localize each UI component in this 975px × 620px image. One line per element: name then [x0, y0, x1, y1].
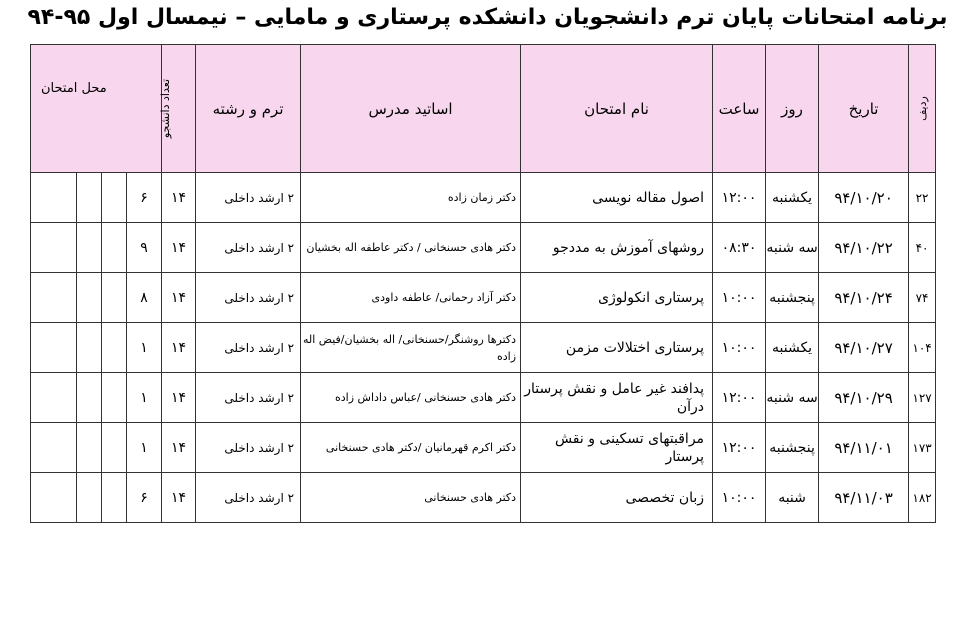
empty-location-cell: [102, 423, 127, 473]
header-time: ساعت: [713, 45, 766, 173]
student-count-cell: ۱۴: [162, 423, 196, 473]
time-cell: ۱۲:۰۰: [713, 173, 766, 223]
empty-location-cell: [77, 223, 102, 273]
student-count-cell: ۱۴: [162, 323, 196, 373]
time-cell: ۱۰:۰۰: [713, 323, 766, 373]
time-cell: ۱۰:۰۰: [713, 273, 766, 323]
empty-location-cell: [102, 473, 127, 523]
empty-location-cell: [77, 323, 102, 373]
location-cell: ۸: [127, 273, 162, 323]
empty-location-cell: [31, 323, 77, 373]
empty-location-cell: [31, 223, 77, 273]
row-number-cell: ۱۰۴: [909, 323, 936, 373]
term-cell: ۲ ارشد داخلی: [196, 273, 301, 323]
location-cell: ۱: [127, 373, 162, 423]
row-number-cell: ۱۲۷: [909, 373, 936, 423]
day-cell: سه شنبه: [766, 223, 819, 273]
exam-schedule-table: [30, 44, 936, 523]
header-student-count: تعداد دانشجو: [162, 45, 196, 173]
header-location: محل امتحان: [31, 45, 162, 173]
table-row: [31, 273, 936, 323]
exam-name-cell: زبان تخصصی: [521, 473, 713, 523]
student-count-cell: ۱۴: [162, 223, 196, 273]
empty-location-cell: [31, 423, 77, 473]
location-cell: ۶: [127, 473, 162, 523]
row-number-cell: ۱۸۲: [909, 473, 936, 523]
date-cell: ۹۴/۱۰/۲۹: [819, 373, 909, 423]
row-number-cell: ۲۲: [909, 173, 936, 223]
location-cell: ۹: [127, 223, 162, 273]
header-teachers: اساتید مدرس: [301, 45, 521, 173]
term-cell: ۲ ارشد داخلی: [196, 423, 301, 473]
day-cell: سه شنبه: [766, 373, 819, 423]
student-count-cell: ۱۴: [162, 473, 196, 523]
date-cell: ۹۴/۱۰/۲۷: [819, 323, 909, 373]
teachers-cell: دکتر هادی حسنخانی /عباس داداش زاده: [301, 373, 521, 423]
page-title: برنامه امتحانات پایان ترم دانشجویان دانشکده پرستاری و مامایی – نیمسال اول ۹۵-۹۴: [27, 5, 948, 30]
location-cell: ۱: [127, 423, 162, 473]
exam-name-cell: پرستاری انکولوژی: [521, 273, 713, 323]
day-cell: شنبه: [766, 473, 819, 523]
student-count-cell: ۱۴: [162, 373, 196, 423]
empty-location-cell: [31, 473, 77, 523]
date-cell: ۹۴/۱۱/۰۳: [819, 473, 909, 523]
date-cell: ۹۴/۱۱/۰۱: [819, 423, 909, 473]
empty-location-cell: [77, 273, 102, 323]
empty-location-cell: [77, 373, 102, 423]
location-cell: ۶: [127, 173, 162, 223]
student-count-cell: ۱۴: [162, 273, 196, 323]
empty-location-cell: [102, 323, 127, 373]
term-cell: ۲ ارشد داخلی: [196, 173, 301, 223]
day-cell: یکشنبه: [766, 323, 819, 373]
header-row: [31, 45, 936, 173]
time-cell: ۰۸:۳۰: [713, 223, 766, 273]
exam-name-cell: روشهای آموزش به مددجو: [521, 223, 713, 273]
header-day: روز: [766, 45, 819, 173]
empty-location-cell: [102, 223, 127, 273]
table-row: [31, 323, 936, 373]
date-cell: ۹۴/۱۰/۲۰: [819, 173, 909, 223]
row-number-cell: ۷۴: [909, 273, 936, 323]
header-row-number: ردیف: [909, 45, 936, 173]
term-cell: ۲ ارشد داخلی: [196, 473, 301, 523]
table-row: [31, 423, 936, 473]
empty-location-cell: [102, 373, 127, 423]
exam-name-cell: اصول مقاله نویسی: [521, 173, 713, 223]
header-date: تاریخ: [819, 45, 909, 173]
teachers-cell: دکترها روشنگر/حسنخانی/ اله بخشیان/فیض اله زاده: [301, 323, 521, 373]
empty-location-cell: [77, 473, 102, 523]
exam-name-cell: پرستاری اختلالات مزمن: [521, 323, 713, 373]
time-cell: ۱۰:۰۰: [713, 473, 766, 523]
header-term: ترم و رشته: [196, 45, 301, 173]
teachers-cell: دکتر اکرم قهرمانیان /دکتر هادی حسنخانی: [301, 423, 521, 473]
header-exam-name: نام امتحان: [521, 45, 713, 173]
time-cell: ۱۲:۰۰: [713, 373, 766, 423]
day-cell: یکشنبه: [766, 173, 819, 223]
term-cell: ۲ ارشد داخلی: [196, 323, 301, 373]
empty-location-cell: [102, 173, 127, 223]
term-cell: ۲ ارشد داخلی: [196, 223, 301, 273]
table-row: [31, 223, 936, 273]
day-cell: پنجشنبه: [766, 423, 819, 473]
term-cell: ۲ ارشد داخلی: [196, 373, 301, 423]
empty-location-cell: [31, 173, 77, 223]
teachers-cell: دکتر هادی حسنخانی / دکتر عاطفه اله بخشیان: [301, 223, 521, 273]
teachers-cell: دکتر آزاد رحمانی/ عاطفه داودی: [301, 273, 521, 323]
empty-location-cell: [77, 423, 102, 473]
empty-location-cell: [77, 173, 102, 223]
table-row: [31, 473, 936, 523]
student-count-cell: ۱۴: [162, 173, 196, 223]
date-cell: ۹۴/۱۰/۲۴: [819, 273, 909, 323]
row-number-cell: ۱۷۳: [909, 423, 936, 473]
time-cell: ۱۲:۰۰: [713, 423, 766, 473]
exam-name-cell: پدافند غیر عامل و نقش پرستار درآن: [521, 373, 713, 423]
table-row: [31, 373, 936, 423]
teachers-cell: دکتر زمان زاده: [301, 173, 521, 223]
date-cell: ۹۴/۱۰/۲۲: [819, 223, 909, 273]
row-number-cell: ۴۰: [909, 223, 936, 273]
empty-location-cell: [31, 373, 77, 423]
teachers-cell: دکتر هادی حسنخانی: [301, 473, 521, 523]
exam-name-cell: مراقبتهای تسکینی و نقش پرستار: [521, 423, 713, 473]
empty-location-cell: [102, 273, 127, 323]
table-row: [31, 173, 936, 223]
location-cell: ۱: [127, 323, 162, 373]
empty-location-cell: [31, 273, 77, 323]
day-cell: پنجشنبه: [766, 273, 819, 323]
